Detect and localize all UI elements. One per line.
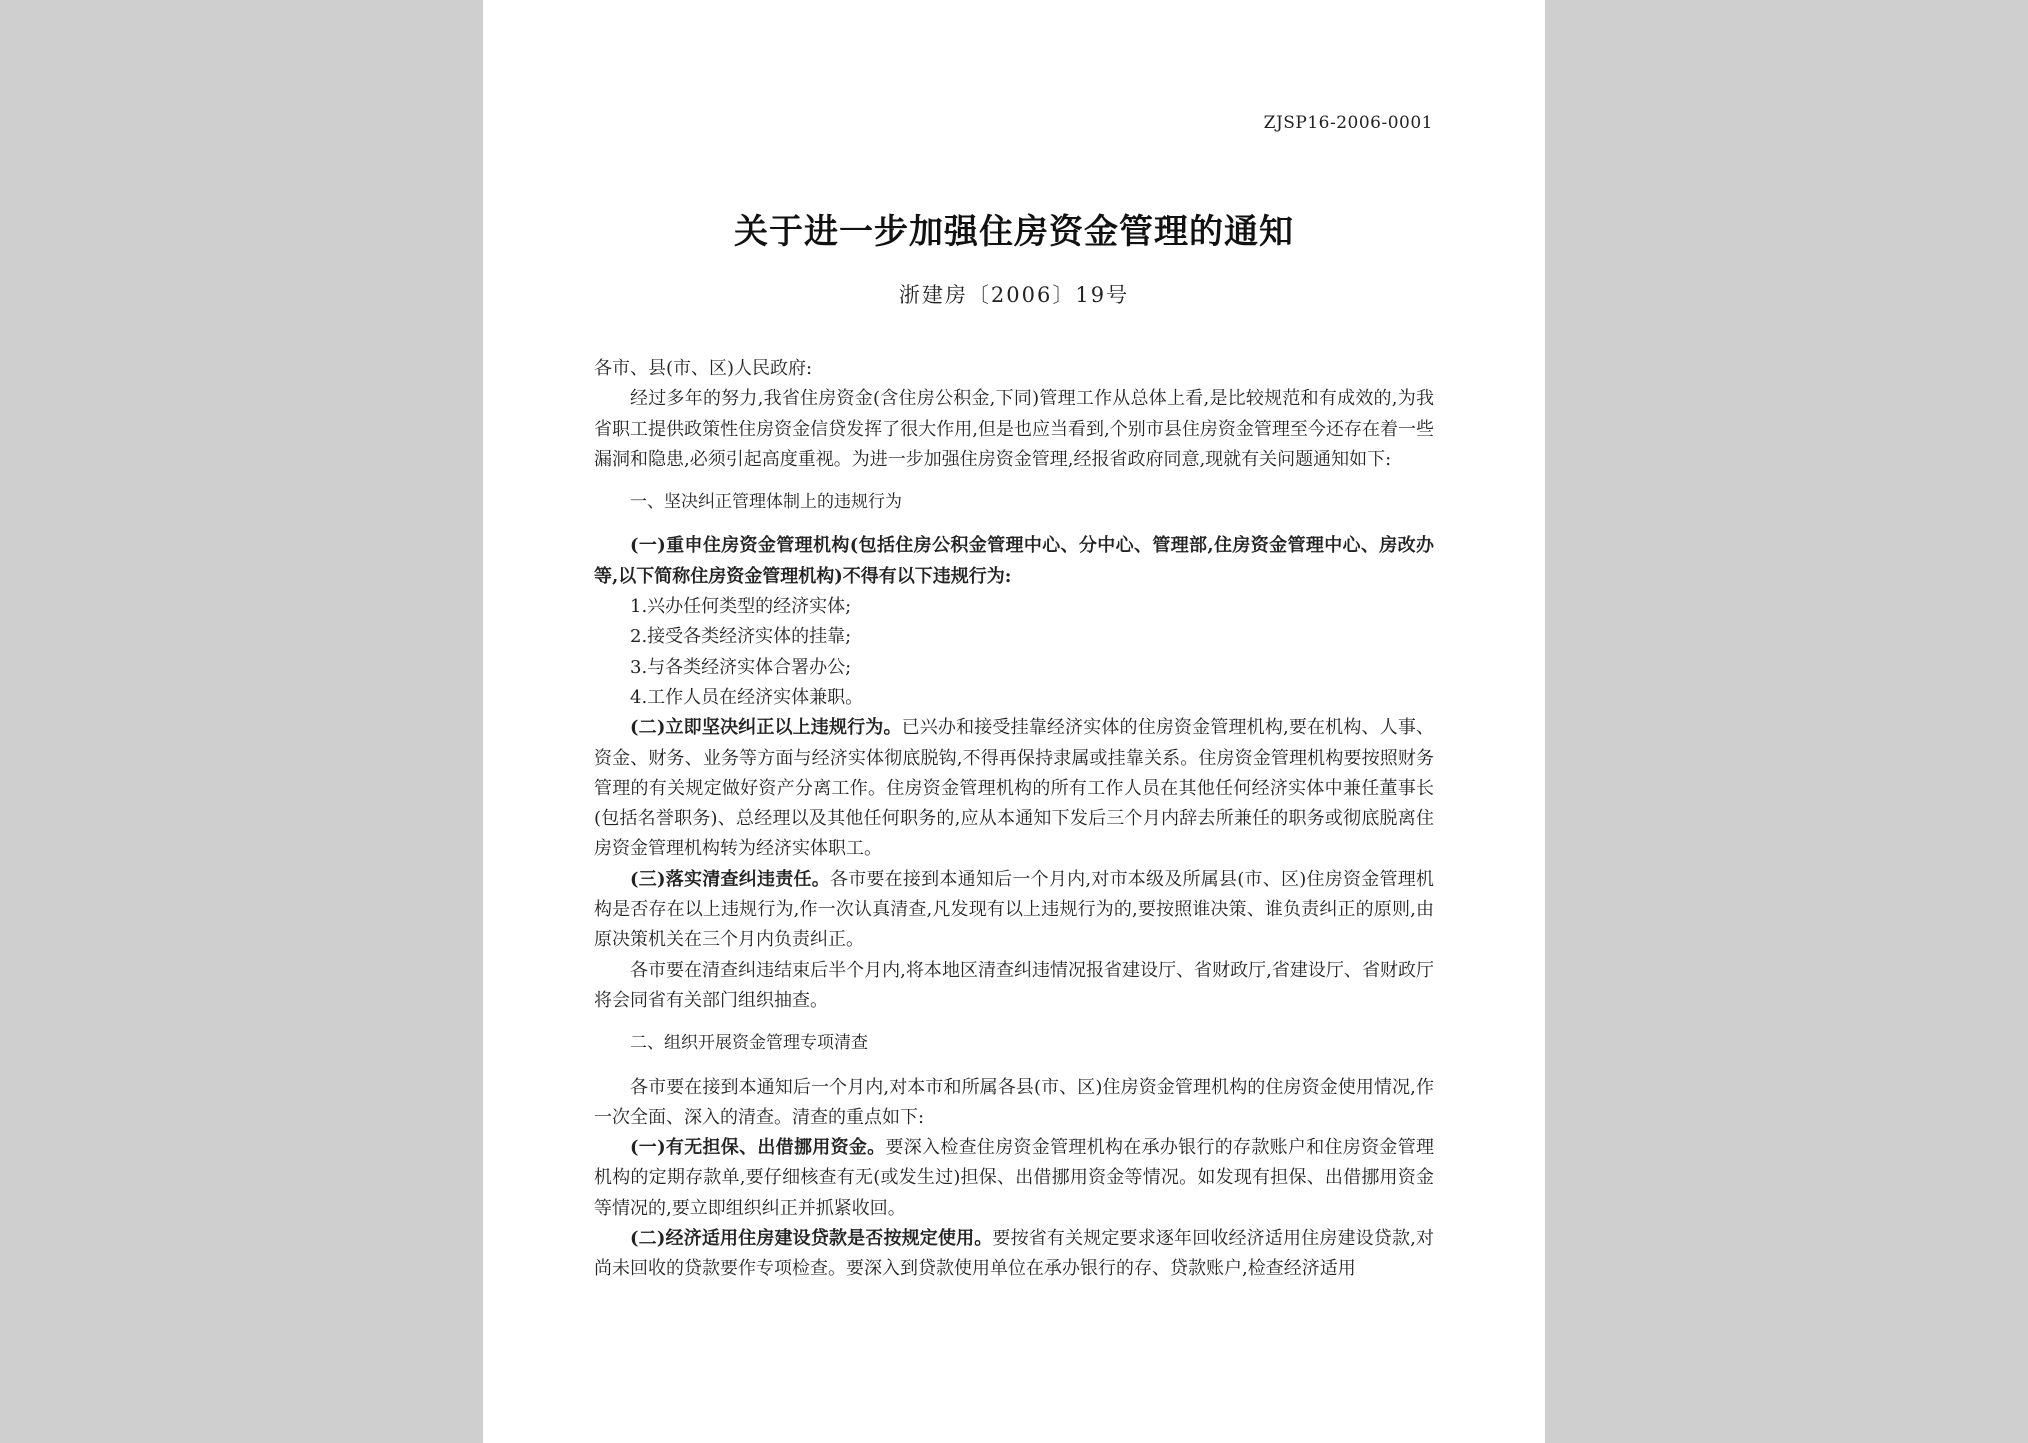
- list-item: 2.接受各类经济实体的挂靠;: [630, 626, 852, 648]
- section-1-item-2-text: 已兴办和接受挂靠经济实体的住房资金管理机构,要在机构、人事、资金、财务、业务等方面与经济实体彻底脱钩,不得再保持隶属或挂靠关系。住房资金管理机构要按照财务管理的有关规定做好资产分离工作。住房资金管理机构的所有工作人员在其他任何经济实体中兼任董事长(包括名誉职务)、总经理以及其他任何职务的,应从本通知下发后三个月内辞去所兼任的职务或彻底脱离住房资金管理机构转为经济实体职工。: [594, 717, 1434, 860]
- section-2-item-1-text: 要深入检查住房资金管理机构在承办银行的存款账户和住房资金管理机构的定期存款单,要仔细核查有无(或发生过)担保、出借挪用资金等情况。如发现有担保、出借挪用资金等情况的,要立即组织纠正并抓紧收回。: [594, 1137, 1434, 1219]
- section-1-item-3-lead: (三)落实清查纠违责任。: [630, 868, 830, 890]
- section-2-item-1: [594, 1133, 1434, 1224]
- list-item: 3.与各类经济实体合署办公;: [630, 656, 852, 678]
- section-1-paragraph-4: 各市要在清查纠违结束后半个月内,将本地区清查纠违情况报省建设厅、省财政厅,省建设厅、省财政厅将会同省有关部门组织抽查。: [594, 959, 1434, 1011]
- section-2-item-2-text: 要按省有关规定要求逐年回收经济适用住房建设贷款,对尚未回收的贷款要作专项检查。要深入到贷款使用单位在承办银行的存、贷款账户,检查经济适用: [594, 1228, 1434, 1280]
- section-1-item-3-text: 各市要在接到本通知后一个月内,对市本级及所属县(市、区)住房资金管理机构是否存在以上违规行为,作一次认真清查,凡发现有以上违规行为的,要按照谁决策、谁负责纠正的原则,由原决策机关在三个月内负责纠正。: [594, 868, 1434, 951]
- document-number: 浙建房〔2006〕19号: [898, 283, 1130, 307]
- section-2-item-2: [594, 1224, 1434, 1285]
- section-2-paragraph-1: 各市要在接到本通知后一个月内,对本市和所属各县(市、区)住房资金管理机构的住房资金使用情况,作一次全面、深入的清查。清查的重点如下:: [594, 1076, 1434, 1128]
- document-title: 关于进一步加强住房资金管理的通知: [734, 212, 1294, 252]
- intro-paragraph: 经过多年的努力,我省住房资金(含住房公积金,下同)管理工作从总体上看,是比较规范和有成效的,为我省职工提供政策性住房资金信贷发挥了很大作用,但是也应当看到,个别市县住房资金管理至今还存在着一些漏洞和隐患,必须引起高度重视。为进一步加强住房资金管理,经报省政府同意,现就有关问题通知如下:: [594, 388, 1434, 470]
- section-2-item-2-lead: (二)经济适用住房建设贷款是否按规定使用。: [630, 1228, 993, 1250]
- list-item: 4.工作人员在经济实体兼职。: [630, 686, 864, 708]
- document-body: [594, 354, 1434, 1285]
- section-1-heading: 一、坚决纠正管理体制上的违规行为: [630, 492, 902, 513]
- section-1-item-3: [594, 865, 1434, 956]
- salutation: 各市、县(市、区)人民政府:: [594, 358, 813, 379]
- section-2-item-1-lead: (一)有无担保、出借挪用资金。: [630, 1137, 886, 1159]
- section-2-heading: 二、组织开展资金管理专项清查: [630, 1033, 868, 1054]
- document-code: ZJSP16-2006-0001: [1263, 113, 1433, 133]
- section-1-item-1: [594, 531, 1434, 592]
- list-item: 1.兴办任何类型的经济实体;: [630, 596, 852, 618]
- section-1-item-2-lead: (二)立即坚决纠正以上违规行为。: [630, 717, 902, 739]
- section-1-item-1-lead: (一)重申住房资金管理机构(包括住房公积金管理中心、分中心、管理部,住房资金管理中心、房改办等,以下简称住房资金管理机构)不得有以下违规行为:: [594, 535, 1434, 587]
- document-page: [483, 0, 1545, 1443]
- section-1-item-2: [594, 713, 1434, 864]
